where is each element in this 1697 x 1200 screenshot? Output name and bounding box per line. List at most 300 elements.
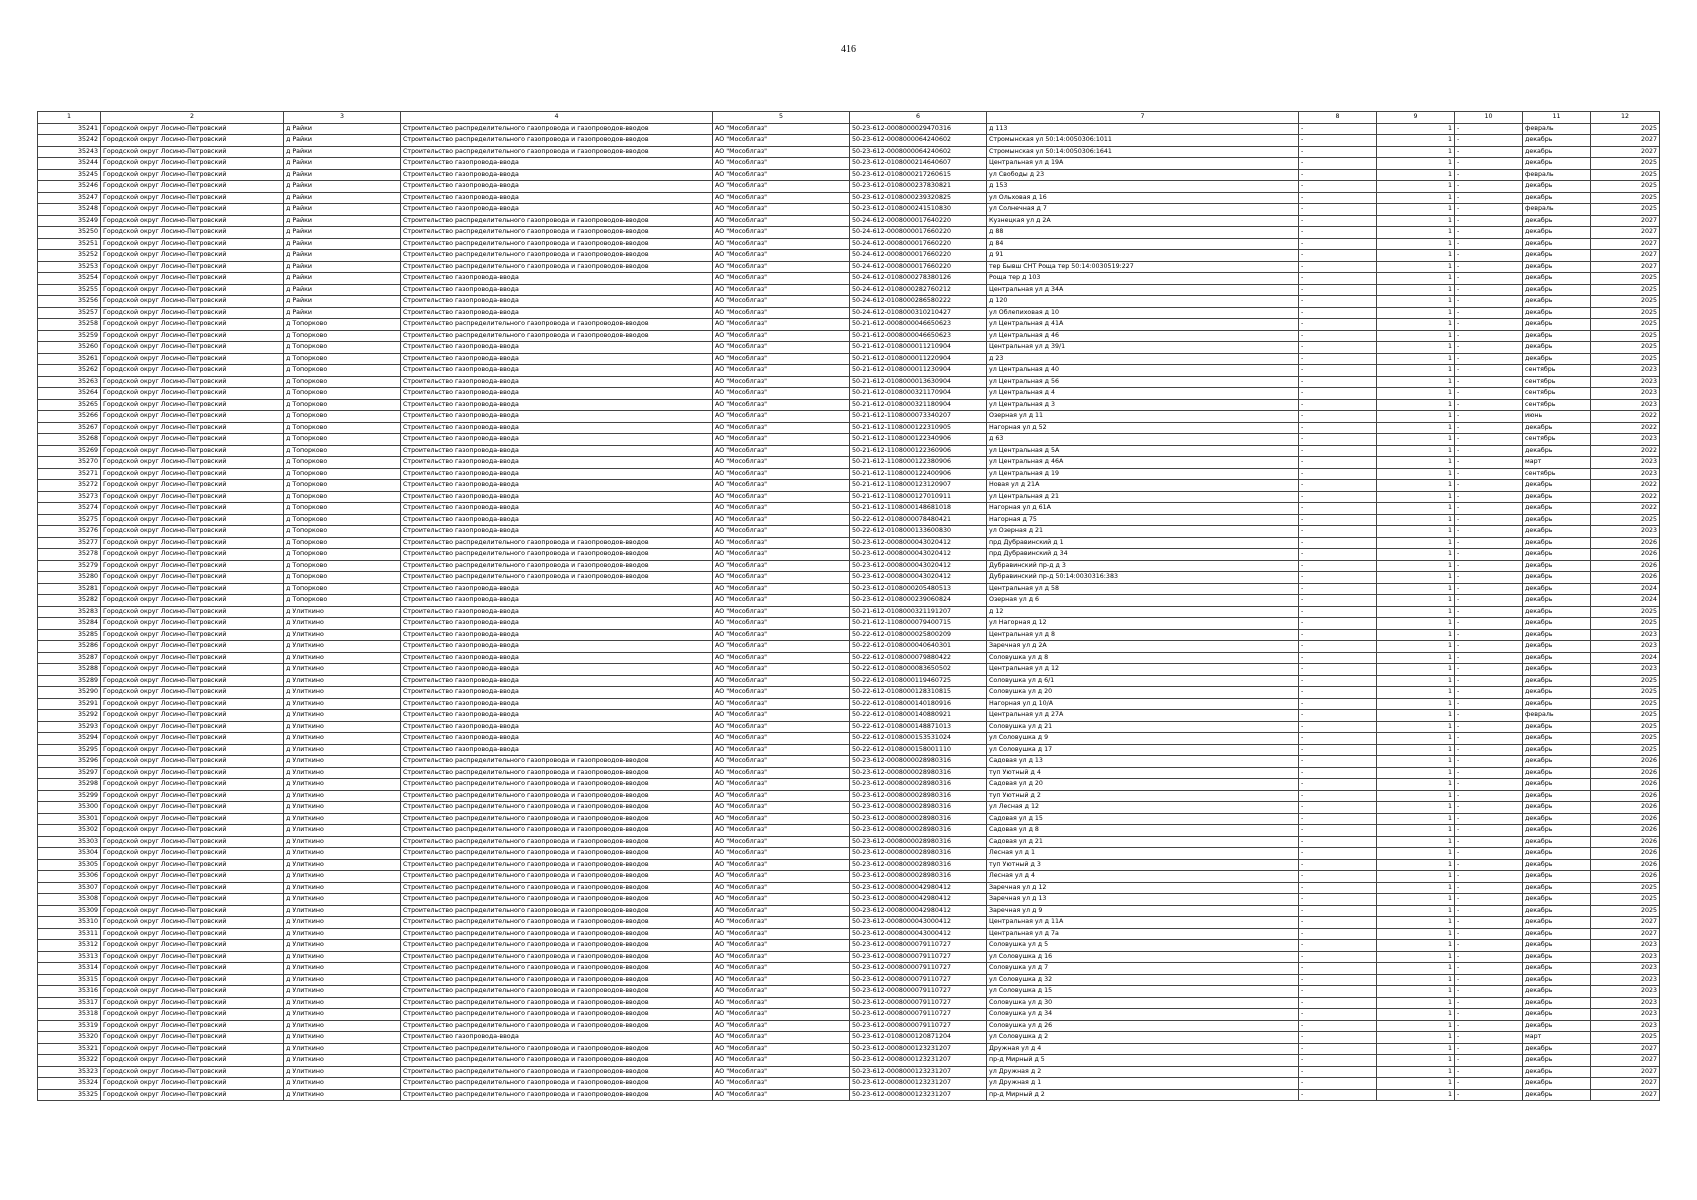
cell-month: декабрь [1523,422,1591,434]
cell-organization: АО "Мособлгаз" [713,273,850,285]
cell-district: Городской округ Лосино-Петровский [101,698,284,710]
cell-col8: - [1299,146,1377,158]
cell-col8: - [1299,641,1377,653]
table-row [38,514,1660,526]
cell-col10: - [1455,974,1523,986]
cell-organization: АО "Мособлгаз" [713,365,850,377]
cell-col9: 1 [1377,296,1455,308]
table-row [38,503,1660,515]
table-row [38,204,1660,216]
cell-district: Городской округ Лосино-Петровский [101,836,284,848]
cell-col10: - [1455,721,1523,733]
cell-organization: АО "Мособлгаз" [713,664,850,676]
cell-month: декабрь [1523,503,1591,515]
cell-col8: - [1299,273,1377,285]
cell-col8: - [1299,1066,1377,1078]
cell-organization: АО "Мособлгаз" [713,802,850,814]
cell-year: 2023 [1591,526,1660,538]
cell-year: 2023 [1591,629,1660,641]
table-row [38,836,1660,848]
cell-col10: - [1455,388,1523,400]
cell-id: 35267 [38,422,101,434]
cell-year: 2025 [1591,744,1660,756]
cell-organization: АО "Мособлгаз" [713,503,850,515]
cell-col9: 1 [1377,641,1455,653]
cell-id: 35285 [38,629,101,641]
cell-col8: - [1299,710,1377,722]
cell-month: декабрь [1523,963,1591,975]
cell-id: 35284 [38,618,101,630]
cell-work-type: Строительство газопровода-ввода [401,641,713,653]
cell-year: 2022 [1591,422,1660,434]
cell-col9: 1 [1377,549,1455,561]
cell-organization: АО "Мособлгаз" [713,457,850,469]
cell-settlement: д Улиткино [284,1055,401,1067]
cell-year: 2027 [1591,215,1660,227]
cell-id: 35252 [38,250,101,262]
cell-month: декабрь [1523,664,1591,676]
cell-month: декабрь [1523,181,1591,193]
cell-id: 35263 [38,376,101,388]
cell-month: декабрь [1523,1078,1591,1090]
cell-col9: 1 [1377,1078,1455,1090]
cell-code: 50-23-612-0008000079110727 [850,963,987,975]
table-row [38,1032,1660,1044]
cell-col8: - [1299,997,1377,1009]
cell-year: 2023 [1591,641,1660,653]
cell-year: 2025 [1591,169,1660,181]
cell-settlement: д Улиткино [284,836,401,848]
cell-id: 35319 [38,1020,101,1032]
cell-organization: АО "Мособлгаз" [713,480,850,492]
cell-month: декабрь [1523,905,1591,917]
cell-col8: - [1299,894,1377,906]
cell-work-type: Строительство газопровода-ввода [401,514,713,526]
cell-address: ул Облепиховая д 10 [987,307,1299,319]
cell-month: декабрь [1523,986,1591,998]
cell-code: 50-23-612-0008000123231207 [850,1066,987,1078]
cell-organization: АО "Мособлгаз" [713,514,850,526]
cell-month: декабрь [1523,836,1591,848]
cell-work-type: Строительство газопровода-ввода [401,733,713,745]
cell-settlement: д Улиткино [284,629,401,641]
cell-district: Городской округ Лосино-Петровский [101,503,284,515]
cell-settlement: д Топорково [284,411,401,423]
cell-address: прд Дубравинский д 1 [987,537,1299,549]
cell-col8: - [1299,698,1377,710]
cell-id: 35247 [38,192,101,204]
cell-year: 2023 [1591,1020,1660,1032]
cell-address: ул Свободы д 23 [987,169,1299,181]
cell-work-type: Строительство газопровода-ввода [401,307,713,319]
cell-col10: - [1455,997,1523,1009]
cell-work-type: Строительство газопровода-ввода [401,457,713,469]
cell-work-type: Строительство газопровода-ввода [401,491,713,503]
cell-month: сентябрь [1523,399,1591,411]
table-row [38,227,1660,239]
cell-district: Городской округ Лосино-Петровский [101,549,284,561]
cell-id: 35305 [38,859,101,871]
cell-district: Городской округ Лосино-Петровский [101,848,284,860]
cell-address: ул Озерная д 21 [987,526,1299,538]
table-row [38,744,1660,756]
cell-col8: - [1299,813,1377,825]
cell-address: Центральная ул д 7а [987,928,1299,940]
cell-year: 2026 [1591,560,1660,572]
cell-code: 50-23-612-0108000237830821 [850,181,987,193]
cell-col10: - [1455,238,1523,250]
column-header: 5 [713,112,850,124]
cell-year: 2022 [1591,445,1660,457]
cell-work-type: Строительство газопровода-ввода [401,698,713,710]
cell-work-type: Строительство газопровода-ввода [401,606,713,618]
cell-month: декабрь [1523,790,1591,802]
cell-id: 35300 [38,802,101,814]
cell-work-type: Строительство распределительного газопровода и газопроводов-вводов [401,1078,713,1090]
table-row [38,859,1660,871]
cell-col8: - [1299,353,1377,365]
cell-col9: 1 [1377,342,1455,354]
cell-address: д 91 [987,250,1299,262]
cell-id: 35304 [38,848,101,860]
cell-settlement: д Улиткино [284,951,401,963]
column-header: 7 [987,112,1299,124]
cell-organization: АО "Мособлгаз" [713,652,850,664]
cell-code: 50-23-612-0008000064240602 [850,135,987,147]
cell-col8: - [1299,871,1377,883]
cell-col9: 1 [1377,330,1455,342]
cell-code: 50-23-612-0008000043020412 [850,549,987,561]
cell-col10: - [1455,1032,1523,1044]
cell-col9: 1 [1377,997,1455,1009]
cell-address: д 120 [987,296,1299,308]
column-header: 2 [101,112,284,124]
cell-id: 35315 [38,974,101,986]
cell-address: ул Центральная д 40 [987,365,1299,377]
cell-col9: 1 [1377,560,1455,572]
cell-work-type: Строительство газопровода-ввода [401,480,713,492]
cell-address: ул Соловушка д 15 [987,986,1299,998]
cell-year: 2025 [1591,894,1660,906]
cell-organization: АО "Мособлгаз" [713,445,850,457]
cell-col9: 1 [1377,1055,1455,1067]
cell-work-type: Строительство газопровода-ввода [401,664,713,676]
cell-month: декабрь [1523,871,1591,883]
cell-code: 50-24-612-0108000286580222 [850,296,987,308]
cell-year: 2026 [1591,572,1660,584]
cell-year: 2023 [1591,940,1660,952]
cell-code: 50-23-612-0108000241510830 [850,204,987,216]
cell-organization: АО "Мособлгаз" [713,894,850,906]
cell-work-type: Строительство распределительного газопровода и газопроводов-вводов [401,905,713,917]
cell-id: 35243 [38,146,101,158]
cell-organization: АО "Мособлгаз" [713,342,850,354]
cell-month: декабрь [1523,756,1591,768]
cell-month: декабрь [1523,698,1591,710]
table-row [38,583,1660,595]
cell-organization: АО "Мособлгаз" [713,192,850,204]
cell-col8: - [1299,802,1377,814]
cell-address: туп Уютный д 4 [987,767,1299,779]
cell-col9: 1 [1377,744,1455,756]
cell-code: 50-23-612-0108000214640607 [850,158,987,170]
cell-col9: 1 [1377,767,1455,779]
cell-id: 35248 [38,204,101,216]
cell-year: 2026 [1591,537,1660,549]
cell-col8: - [1299,767,1377,779]
cell-col9: 1 [1377,733,1455,745]
cell-district: Городской округ Лосино-Петровский [101,974,284,986]
cell-settlement: д Улиткино [284,871,401,883]
cell-district: Городской округ Лосино-Петровский [101,537,284,549]
table-row [38,434,1660,446]
cell-organization: АО "Мособлгаз" [713,227,850,239]
cell-district: Городской округ Лосино-Петровский [101,871,284,883]
cell-settlement: д Топорково [284,549,401,561]
cell-month: декабрь [1523,537,1591,549]
cell-organization: АО "Мособлгаз" [713,1032,850,1044]
cell-id: 35246 [38,181,101,193]
table-row [38,997,1660,1009]
cell-address: Центральная ул д 39/1 [987,342,1299,354]
cell-col9: 1 [1377,802,1455,814]
cell-code: 50-23-612-0008000043020412 [850,537,987,549]
cell-col10: - [1455,928,1523,940]
cell-district: Городской округ Лосино-Петровский [101,422,284,434]
cell-settlement: д Топорково [284,491,401,503]
cell-district: Городской округ Лосино-Петровский [101,963,284,975]
cell-code: 50-24-612-0008000017660220 [850,238,987,250]
cell-col8: - [1299,457,1377,469]
cell-col9: 1 [1377,365,1455,377]
cell-settlement: д Райки [284,192,401,204]
cell-month: декабрь [1523,296,1591,308]
cell-code: 50-23-612-0008000079110727 [850,997,987,1009]
cell-settlement: д Улиткино [284,986,401,998]
cell-work-type: Строительство распределительного газопровода и газопроводов-вводов [401,756,713,768]
cell-district: Городской округ Лосино-Петровский [101,238,284,250]
cell-id: 35295 [38,744,101,756]
table-row [38,664,1660,676]
cell-work-type: Строительство распределительного газопровода и газопроводов-вводов [401,894,713,906]
table-row [38,963,1660,975]
cell-work-type: Строительство распределительного газопровода и газопроводов-вводов [401,1089,713,1101]
table-row [38,1020,1660,1032]
cell-code: 50-23-612-0008000028980316 [850,756,987,768]
cell-col8: - [1299,629,1377,641]
cell-col9: 1 [1377,963,1455,975]
cell-code: 50-24-612-0008000017660220 [850,261,987,273]
table-row [38,411,1660,423]
cell-year: 2026 [1591,871,1660,883]
cell-col9: 1 [1377,813,1455,825]
cell-organization: АО "Мособлгаз" [713,537,850,549]
cell-district: Городской округ Лосино-Петровский [101,572,284,584]
cell-code: 50-23-612-0008000028980316 [850,859,987,871]
table-row [38,606,1660,618]
cell-month: декабрь [1523,1089,1591,1101]
cell-organization: АО "Мособлгаз" [713,859,850,871]
cell-col8: - [1299,940,1377,952]
cell-month: декабрь [1523,284,1591,296]
cell-address: ул Ольховая д 16 [987,192,1299,204]
table-row [38,192,1660,204]
cell-code: 50-21-612-1108000127010911 [850,491,987,503]
cell-work-type: Строительство распределительного газопровода и газопроводов-вводов [401,997,713,1009]
cell-id: 35244 [38,158,101,170]
cell-organization: АО "Мособлгаз" [713,296,850,308]
cell-col9: 1 [1377,146,1455,158]
cell-district: Городской округ Лосино-Петровский [101,744,284,756]
cell-work-type: Строительство газопровода-ввода [401,675,713,687]
cell-code: 50-23-612-0108000217260615 [850,169,987,181]
cell-col8: - [1299,974,1377,986]
cell-month: сентябрь [1523,388,1591,400]
cell-district: Городской округ Лосино-Петровский [101,997,284,1009]
cell-col10: - [1455,514,1523,526]
cell-work-type: Строительство распределительного газопровода и газопроводов-вводов [401,146,713,158]
cell-address: Стромынская ул 50:14:0050306:1641 [987,146,1299,158]
cell-col9: 1 [1377,940,1455,952]
cell-id: 35251 [38,238,101,250]
cell-year: 2025 [1591,687,1660,699]
cell-code: 50-21-612-1108000122340906 [850,434,987,446]
table-row [38,457,1660,469]
cell-col9: 1 [1377,1043,1455,1055]
cell-col8: - [1299,917,1377,929]
cell-col8: - [1299,1009,1377,1021]
cell-month: февраль [1523,710,1591,722]
cell-month: декабрь [1523,675,1591,687]
cell-settlement: д Улиткино [284,997,401,1009]
cell-id: 35289 [38,675,101,687]
cell-col10: - [1455,261,1523,273]
cell-settlement: д Топорково [284,353,401,365]
cell-work-type: Строительство распределительного газопровода и газопроводов-вводов [401,836,713,848]
cell-organization: АО "Мособлгаз" [713,733,850,745]
table-row [38,652,1660,664]
cell-address: Лесная ул д 1 [987,848,1299,860]
cell-col8: - [1299,963,1377,975]
cell-address: Нагорная ул д 61А [987,503,1299,515]
cell-id: 35306 [38,871,101,883]
cell-col10: - [1455,250,1523,262]
cell-month: декабрь [1523,514,1591,526]
cell-col9: 1 [1377,227,1455,239]
cell-col9: 1 [1377,238,1455,250]
table-row [38,250,1660,262]
cell-settlement: д Райки [284,169,401,181]
cell-col10: - [1455,894,1523,906]
cell-organization: АО "Мособлгаз" [713,123,850,135]
table-row [38,330,1660,342]
cell-organization: АО "Мособлгаз" [713,790,850,802]
cell-id: 35278 [38,549,101,561]
table-row [38,238,1660,250]
column-header: 10 [1455,112,1523,124]
cell-id: 35286 [38,641,101,653]
cell-work-type: Строительство распределительного газопровода и газопроводов-вводов [401,319,713,331]
cell-settlement: д Улиткино [284,698,401,710]
cell-col10: - [1455,434,1523,446]
cell-col8: - [1299,790,1377,802]
cell-col8: - [1299,215,1377,227]
cell-work-type: Строительство распределительного газопровода и газопроводов-вводов [401,1043,713,1055]
cell-month: декабрь [1523,641,1591,653]
cell-month: сентябрь [1523,468,1591,480]
cell-id: 35291 [38,698,101,710]
cell-address: ул Соловушка д 9 [987,733,1299,745]
cell-month: декабрь [1523,1043,1591,1055]
cell-address: д 84 [987,238,1299,250]
cell-district: Городской округ Лосино-Петровский [101,1066,284,1078]
cell-district: Городской округ Лосино-Петровский [101,307,284,319]
cell-col8: - [1299,491,1377,503]
cell-month: сентябрь [1523,376,1591,388]
cell-organization: АО "Мособлгаз" [713,1020,850,1032]
cell-id: 35292 [38,710,101,722]
table-row [38,779,1660,791]
table-row [38,549,1660,561]
cell-year: 2026 [1591,813,1660,825]
cell-col8: - [1299,1055,1377,1067]
cell-month: декабрь [1523,882,1591,894]
table-row [38,618,1660,630]
cell-col8: - [1299,1020,1377,1032]
cell-month: декабрь [1523,135,1591,147]
cell-col10: - [1455,273,1523,285]
cell-code: 50-24-612-0008000017640220 [850,215,987,227]
data-table [37,111,1660,1101]
cell-col10: - [1455,1009,1523,1021]
cell-code: 50-23-612-0008000079110727 [850,951,987,963]
cell-code: 50-24-612-0008000017660220 [850,250,987,262]
cell-organization: АО "Мособлгаз" [713,1089,850,1101]
cell-organization: АО "Мособлгаз" [713,963,850,975]
cell-work-type: Строительство газопровода-ввода [401,503,713,515]
cell-district: Городской округ Лосино-Петровский [101,1089,284,1101]
cell-code: 50-21-612-0108000321170904 [850,388,987,400]
cell-settlement: д Топорково [284,468,401,480]
cell-work-type: Строительство газопровода-ввода [401,342,713,354]
cell-col8: - [1299,951,1377,963]
cell-col10: - [1455,652,1523,664]
cell-col9: 1 [1377,629,1455,641]
cell-col10: - [1455,353,1523,365]
cell-col8: - [1299,606,1377,618]
cell-col9: 1 [1377,181,1455,193]
cell-col9: 1 [1377,652,1455,664]
cell-code: 50-23-612-0008000079110727 [850,1020,987,1032]
cell-col10: - [1455,836,1523,848]
cell-id: 35249 [38,215,101,227]
cell-district: Городской округ Лосино-Петровский [101,917,284,929]
cell-district: Городской округ Лосино-Петровский [101,468,284,480]
cell-col9: 1 [1377,1009,1455,1021]
cell-col8: - [1299,986,1377,998]
table-row [38,733,1660,745]
cell-work-type: Строительство распределительного газопровода и газопроводов-вводов [401,135,713,147]
cell-month: декабрь [1523,250,1591,262]
column-header: 6 [850,112,987,124]
cell-district: Городской округ Лосино-Петровский [101,905,284,917]
cell-col10: - [1455,365,1523,377]
cell-id: 35302 [38,825,101,837]
cell-id: 35308 [38,894,101,906]
cell-organization: АО "Мособлгаз" [713,721,850,733]
table-row [38,917,1660,929]
cell-work-type: Строительство газопровода-ввода [401,169,713,181]
